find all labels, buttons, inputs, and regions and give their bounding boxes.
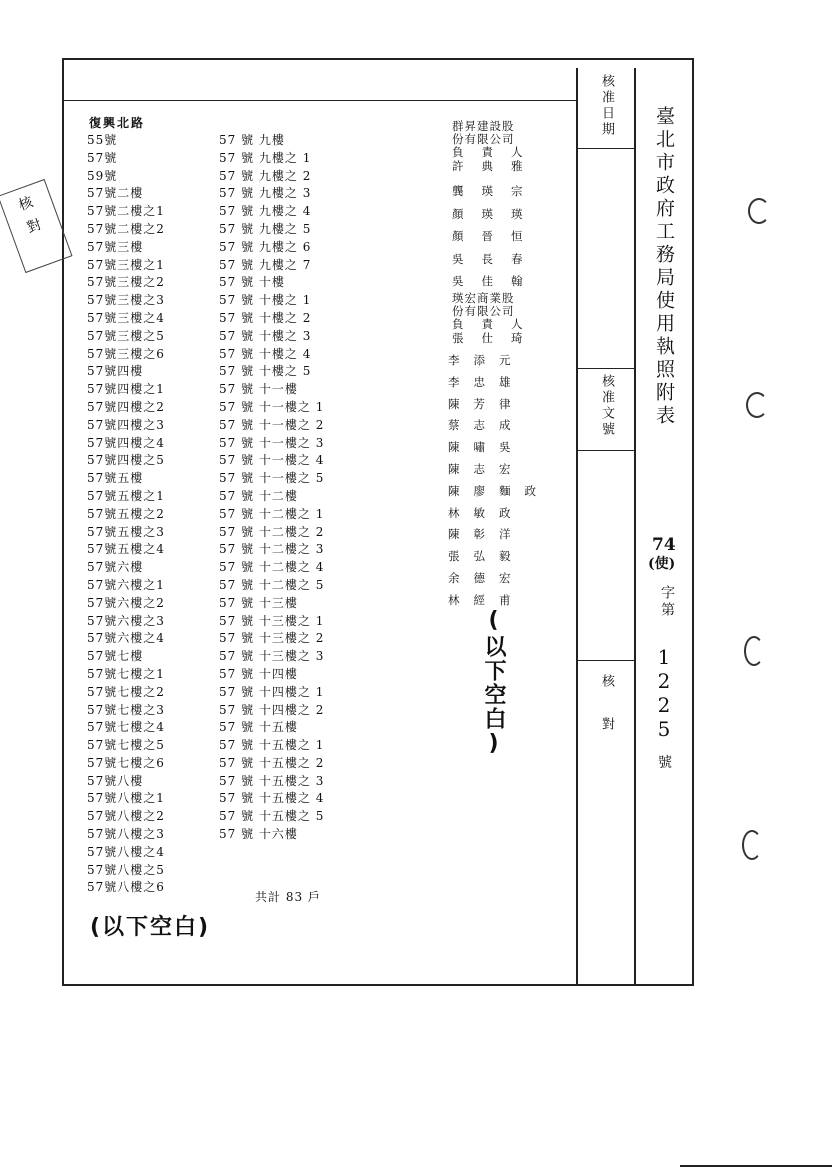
list-item: 57號五樓 xyxy=(87,471,144,486)
frame-divider-main xyxy=(576,68,578,986)
list-item: 57 號 十三樓 xyxy=(219,595,298,610)
license-number: 1225 xyxy=(652,645,676,741)
list-item: 57號五樓之4 xyxy=(87,542,165,557)
list-item: 57 號 十二樓之 4 xyxy=(219,560,325,575)
list-item: 林敏政 xyxy=(448,505,525,520)
list-item: 57號八樓 xyxy=(87,773,144,788)
list-item: 顏瑛瑛 xyxy=(452,206,541,221)
list-item: 57 號 十二樓之 2 xyxy=(219,524,325,539)
list-item: 李添元 xyxy=(448,353,525,367)
list-item: 57號七樓之1 xyxy=(87,666,165,681)
license-hao: 號 xyxy=(658,755,672,771)
company1-name-line2: 份有限公司 xyxy=(452,132,515,146)
list-item: 57 號 九樓之 4 xyxy=(219,204,312,219)
license-zi: 字第 xyxy=(659,585,675,619)
check-date-label: 核准日期 xyxy=(599,74,614,138)
license-type: (使) xyxy=(648,556,676,572)
list-item: 57號三樓 xyxy=(87,239,144,254)
company2-rep-label: 負責人 xyxy=(452,317,541,331)
list-item: 57 號 十樓之 4 xyxy=(219,346,312,361)
frame-top-rule xyxy=(62,100,576,101)
list-item: 57 號 十一樓之 1 xyxy=(219,399,325,414)
check-doc-label: 核准文號 xyxy=(599,374,614,438)
list-item: 57 號 十二樓之 3 xyxy=(219,542,325,557)
list-item: 57 號 九樓之 5 xyxy=(219,221,312,236)
binding-hole-2 xyxy=(746,392,768,418)
company2-name-line1: 瑛宏商業股 xyxy=(452,291,515,305)
list-item: 57 號 十一樓之 3 xyxy=(219,435,325,450)
list-item: 57 號 十五樓之 1 xyxy=(219,738,325,753)
list-item: 57號三樓之2 xyxy=(87,275,165,290)
total-units: 共計 83 戶 xyxy=(255,890,321,904)
list-item: 57號七樓之2 xyxy=(87,684,165,699)
list-item: 57號四樓之5 xyxy=(87,453,165,468)
list-item: 57 號 十二樓之 1 xyxy=(219,506,325,521)
list-item: 57 號 十一樓之 2 xyxy=(219,417,325,432)
address-column-2 xyxy=(219,132,324,844)
list-item: 57號四樓之3 xyxy=(87,417,165,432)
list-item: 59號 xyxy=(87,168,118,183)
list-item: 57 號 十一樓之 5 xyxy=(219,471,325,486)
list-item: 余德宏 xyxy=(448,570,525,585)
list-item: 57 號 十樓之 2 xyxy=(219,310,312,325)
list-item: 57 號 九樓之 6 xyxy=(219,239,312,254)
list-item: 顏晉恒 xyxy=(452,229,541,243)
list-item: 57號四樓之2 xyxy=(87,399,165,414)
list-item: 57號六樓之2 xyxy=(87,595,165,610)
list-item: 57號八樓之6 xyxy=(87,880,165,895)
list-item: 57 號 九樓之 2 xyxy=(219,168,312,183)
list-item: 57號八樓之4 xyxy=(87,844,165,859)
list-item: 張弘毅 xyxy=(448,549,525,564)
street-name: 復興北路 xyxy=(89,116,146,130)
company2-rep-name: 張仕琦 xyxy=(452,331,541,345)
list-item: 57 號 十四樓之 1 xyxy=(219,684,325,699)
company1-rep-name: 許典雅 xyxy=(452,159,541,173)
owner-group-2 xyxy=(448,350,550,612)
company1-rep-label: 負責人 xyxy=(452,145,541,159)
list-item: 57號七樓 xyxy=(87,649,144,664)
side-rule-1 xyxy=(576,148,634,149)
list-item: 57 號 十樓之 3 xyxy=(219,328,312,343)
binding-hole-1 xyxy=(748,198,770,224)
list-item: 林經甫 xyxy=(448,592,525,607)
list-item: 陳嘯吳 xyxy=(448,440,525,455)
list-item: 57 號 十樓 xyxy=(219,275,285,290)
list-item: 57號八樓之3 xyxy=(87,827,165,842)
side-rule-4 xyxy=(576,660,634,661)
page-edge-line xyxy=(680,1165,832,1167)
binding-hole-4 xyxy=(742,830,762,860)
frame-right xyxy=(692,58,694,986)
list-item: 57 號 十六樓 xyxy=(219,827,298,842)
list-item: 57號五樓之2 xyxy=(87,506,165,521)
list-item: 57號六樓之4 xyxy=(87,631,165,646)
list-item: 龔瑛宗 xyxy=(452,184,541,198)
list-item: 李忠雄 xyxy=(448,374,525,389)
list-item: 57 號 十樓之 5 xyxy=(219,364,312,379)
list-item: 57號七樓之4 xyxy=(87,720,165,735)
frame-bottom xyxy=(62,984,694,986)
list-item: 57 號 十三樓之 3 xyxy=(219,649,325,664)
list-item: 57 號 十一樓 xyxy=(219,382,298,397)
frame-divider-side xyxy=(634,68,636,986)
list-item: 57號四樓 xyxy=(87,364,144,379)
list-item: 57號三樓之5 xyxy=(87,328,165,343)
margin-stamp-text: 核對 xyxy=(14,193,47,245)
list-item: 57 號 十五樓之 3 xyxy=(219,773,325,788)
list-item: 陳芳律 xyxy=(448,396,525,411)
list-item: 57 號 十五樓之 2 xyxy=(219,755,325,770)
company2-name-line2: 份有限公司 xyxy=(452,304,515,318)
listing-blank-note: (以下空白) xyxy=(90,915,211,940)
side-rule-2 xyxy=(576,368,634,369)
frame-left xyxy=(62,58,64,986)
binding-hole-3 xyxy=(744,636,764,666)
list-item: 57號二樓 xyxy=(87,186,144,201)
list-item: 57號三樓之4 xyxy=(87,310,165,325)
verify-label: 核對 xyxy=(599,674,614,760)
list-item: 陳廖麵政 xyxy=(448,483,550,498)
list-item: 吳佳翰 xyxy=(452,274,541,288)
list-item: 57 號 十二樓 xyxy=(219,488,298,503)
list-item: 57號八樓之5 xyxy=(87,862,165,877)
list-item: 57號 xyxy=(87,150,118,165)
list-item: 57 號 十一樓之 4 xyxy=(219,453,325,468)
company1-name-line1: 群昇建設股 xyxy=(452,119,515,133)
form-title: 臺北市政府工務局使用執照附表 xyxy=(653,106,675,428)
owner-group-1 xyxy=(452,180,541,293)
list-item: 55號 xyxy=(87,133,118,147)
list-item: 57號二樓之1 xyxy=(87,204,165,219)
list-item: 57號五樓之1 xyxy=(87,488,165,503)
side-rule-3 xyxy=(576,450,634,451)
list-item: 57號二樓之2 xyxy=(87,221,165,236)
list-item: 57 號 十二樓之 5 xyxy=(219,577,325,592)
list-item: 57號七樓之5 xyxy=(87,738,165,753)
list-item: 57 號 十五樓 xyxy=(219,720,298,735)
list-item: 57 號 十五樓之 5 xyxy=(219,809,325,824)
owners-blank-note: (以下空白) xyxy=(481,608,506,758)
list-item: 57號四樓之1 xyxy=(87,382,165,397)
list-item: 57號五樓之3 xyxy=(87,524,165,539)
list-item: 57號六樓 xyxy=(87,560,144,575)
list-item: 57 號 九樓之 1 xyxy=(219,150,312,165)
list-item: 57 號 九樓 xyxy=(219,133,285,147)
address-column-1 xyxy=(87,132,165,897)
list-item: 57 號 九樓之 7 xyxy=(219,257,312,272)
list-item: 57號八樓之2 xyxy=(87,809,165,824)
list-item: 57號六樓之3 xyxy=(87,613,165,628)
list-item: 吳長春 xyxy=(452,251,541,266)
list-item: 57號三樓之1 xyxy=(87,257,165,272)
list-item: 57號八樓之1 xyxy=(87,791,165,806)
list-item: 57 號 十五樓之 4 xyxy=(219,791,325,806)
list-item: 57 號 十四樓之 2 xyxy=(219,702,325,717)
list-item: 57 號 十三樓之 2 xyxy=(219,631,325,646)
list-item: 57 號 十四樓 xyxy=(219,666,298,681)
list-item: 57號七樓之3 xyxy=(87,702,165,717)
list-item: 57號七樓之6 xyxy=(87,755,165,770)
list-item: 57號四樓之4 xyxy=(87,435,165,450)
license-year: 74 xyxy=(652,535,676,555)
list-item: 57號三樓之3 xyxy=(87,293,165,308)
list-item: 57號三樓之6 xyxy=(87,346,165,361)
list-item: 57 號 十樓之 1 xyxy=(219,293,312,308)
list-item: 陳志宏 xyxy=(448,461,525,476)
list-item: 57 號 十三樓之 1 xyxy=(219,613,325,628)
frame-top xyxy=(62,58,694,60)
list-item: 57 號 九樓之 3 xyxy=(219,186,312,201)
list-item: 57號六樓之1 xyxy=(87,577,165,592)
list-item: 蔡志成 xyxy=(448,418,525,433)
list-item: 陳彰洋 xyxy=(448,527,525,542)
